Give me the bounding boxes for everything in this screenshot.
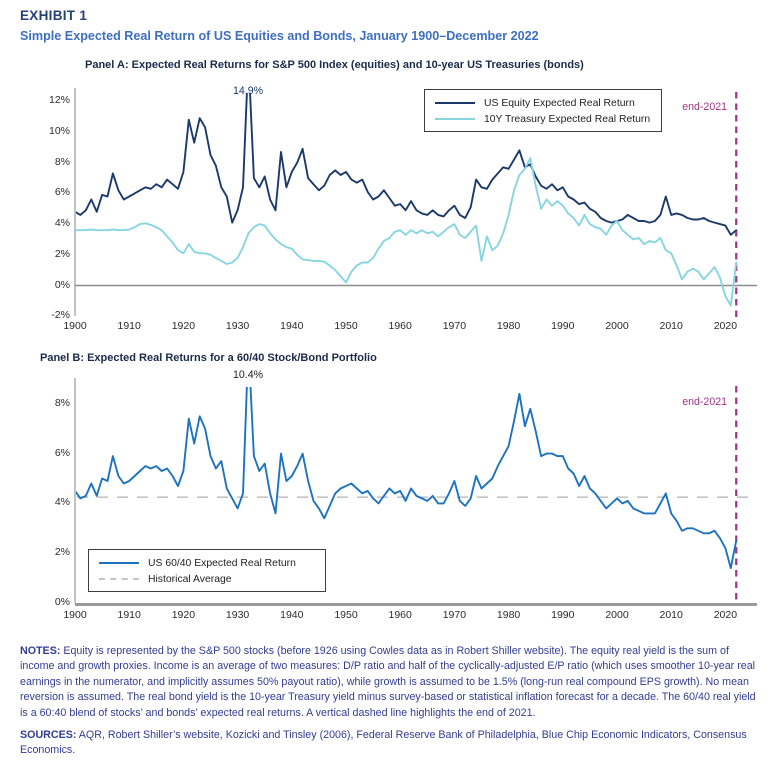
panel-b-title: Panel B: Expected Real Returns for a 60/40 Stock/Bond Portfolio — [40, 352, 377, 364]
portfolio-line-swatch — [99, 562, 139, 564]
panel-a-peak-annotation: 14.9% — [232, 85, 264, 97]
y-axis-tick-label: 4% — [54, 496, 70, 509]
footnotes — [20, 644, 761, 759]
x-axis-tick-label: 1940 — [280, 320, 304, 332]
x-axis-tick-label: 1930 — [225, 320, 250, 332]
legend-label: US 60/40 Expected Real Return — [148, 557, 296, 569]
x-axis-tick-label: 1920 — [171, 609, 196, 621]
y-axis-tick-label: 12% — [48, 94, 70, 107]
notes-paragraph — [20, 644, 761, 721]
y-axis-tick-label: 6% — [54, 186, 70, 199]
legend-label: Historical Average — [148, 573, 232, 585]
equity-line-swatch — [435, 102, 475, 104]
x-axis-tick-label: 1960 — [388, 609, 412, 621]
x-axis-tick-label: 2000 — [605, 320, 629, 332]
y-axis-tick-label: 8% — [54, 155, 70, 168]
y-axis-tick-label: 2% — [54, 546, 70, 559]
legend-label: US Equity Expected Real Return — [484, 97, 635, 109]
panel-a-legend — [424, 89, 662, 132]
legend-item-equity — [435, 95, 651, 111]
x-axis-tick-label: 2020 — [713, 609, 738, 621]
x-axis-tick-label: 1970 — [442, 609, 467, 621]
sources-paragraph — [20, 728, 761, 759]
x-axis-tick-label: 1920 — [171, 320, 196, 332]
treasury-line-swatch — [435, 118, 475, 120]
x-axis-tick-label: 1970 — [442, 320, 467, 332]
y-axis-tick-label: 2% — [54, 247, 70, 260]
x-axis-tick-label: 1980 — [496, 609, 521, 621]
x-axis-tick-label: 1950 — [334, 609, 358, 621]
x-axis-tick-label: 1980 — [496, 320, 521, 332]
notes-label: NOTES: — [20, 645, 61, 657]
panel-b-legend — [88, 549, 326, 592]
legend-item-treasury — [435, 111, 651, 127]
y-axis-tick-label: -2% — [51, 309, 70, 322]
x-axis-tick-label: 2010 — [659, 609, 683, 621]
historical-average-swatch — [99, 578, 139, 580]
y-axis-tick-label: 0% — [54, 278, 70, 291]
y-axis-tick-label: 6% — [54, 446, 70, 459]
y-axis-tick-label: 4% — [54, 217, 70, 230]
panel-a-end-2021-label: end-2021 — [682, 101, 727, 113]
legend-label: 10Y Treasury Expected Real Return — [484, 113, 651, 125]
x-axis-tick-label: 1940 — [280, 609, 304, 621]
x-axis-tick-label: 1960 — [388, 320, 412, 332]
x-axis-tick-label: 1990 — [551, 609, 575, 621]
x-axis-tick-label: 1990 — [551, 320, 575, 332]
x-axis-tick-label: 1950 — [334, 320, 358, 332]
sources-text: AQR, Robert Shiller’s website, Kozicki and Tinsley (2006), Federal Reserve Bank of Philadelphia, Blue Chip Economic Indicators, Consensus Economics. — [20, 729, 747, 757]
x-axis-tick-label: 1910 — [117, 609, 141, 621]
x-axis-tick-label: 1900 — [63, 320, 87, 332]
y-axis-tick-label: 8% — [54, 396, 70, 409]
x-axis-tick-label: 1910 — [117, 320, 141, 332]
panel-b-end-2021-label: end-2021 — [682, 396, 727, 408]
exhibit-label: EXHIBIT 1 — [20, 8, 88, 23]
x-axis-tick-label: 2020 — [713, 320, 738, 332]
legend-item-historical-average — [99, 571, 315, 587]
x-axis-tick-label: 1930 — [225, 609, 250, 621]
x-axis-tick-label: 1900 — [63, 609, 87, 621]
legend-item-60-40 — [99, 555, 315, 571]
sources-label: SOURCES: — [20, 729, 77, 742]
exhibit-title: Simple Expected Real Return of US Equities and Bonds, January 1900–December 2022 — [20, 29, 539, 43]
y-axis-tick-label: 10% — [48, 125, 70, 137]
notes-text: Equity is represented by the S&P 500 stocks (before 1926 using Cowles data as in Robert Shiller website). The equity real yield is the sum of income and growth proxies. Income is an average of two measures: D/P ratio and half of the cyclically-adjusted E/P ratio (which uses smoother 10-year real earnings in the numerator, and implicitly assumes 50% payout ratio), while growth is assumed to be 1.5% (long-run real compound EPS growth). No mean reversion is assumed. The real bond yield is the 10-year Treasury yield minus survey-based or statistical inflation forecast for a decade. The 60/40 real yield is a 60:40 blend of stocks’ and bonds’ expected real returns. A vertical dashed line highlights the end of 2021. — [20, 645, 756, 719]
x-axis-tick-label: 2000 — [605, 609, 629, 621]
panel-b-peak-annotation: 10.4% — [232, 369, 264, 381]
x-axis-tick-label: 2010 — [659, 320, 683, 332]
panel-a-title: Panel A: Expected Real Returns for S&P 500 Index (equities) and 10-year US Treasuries (bonds) — [85, 59, 584, 71]
y-axis-tick-label: 0% — [54, 596, 70, 608]
